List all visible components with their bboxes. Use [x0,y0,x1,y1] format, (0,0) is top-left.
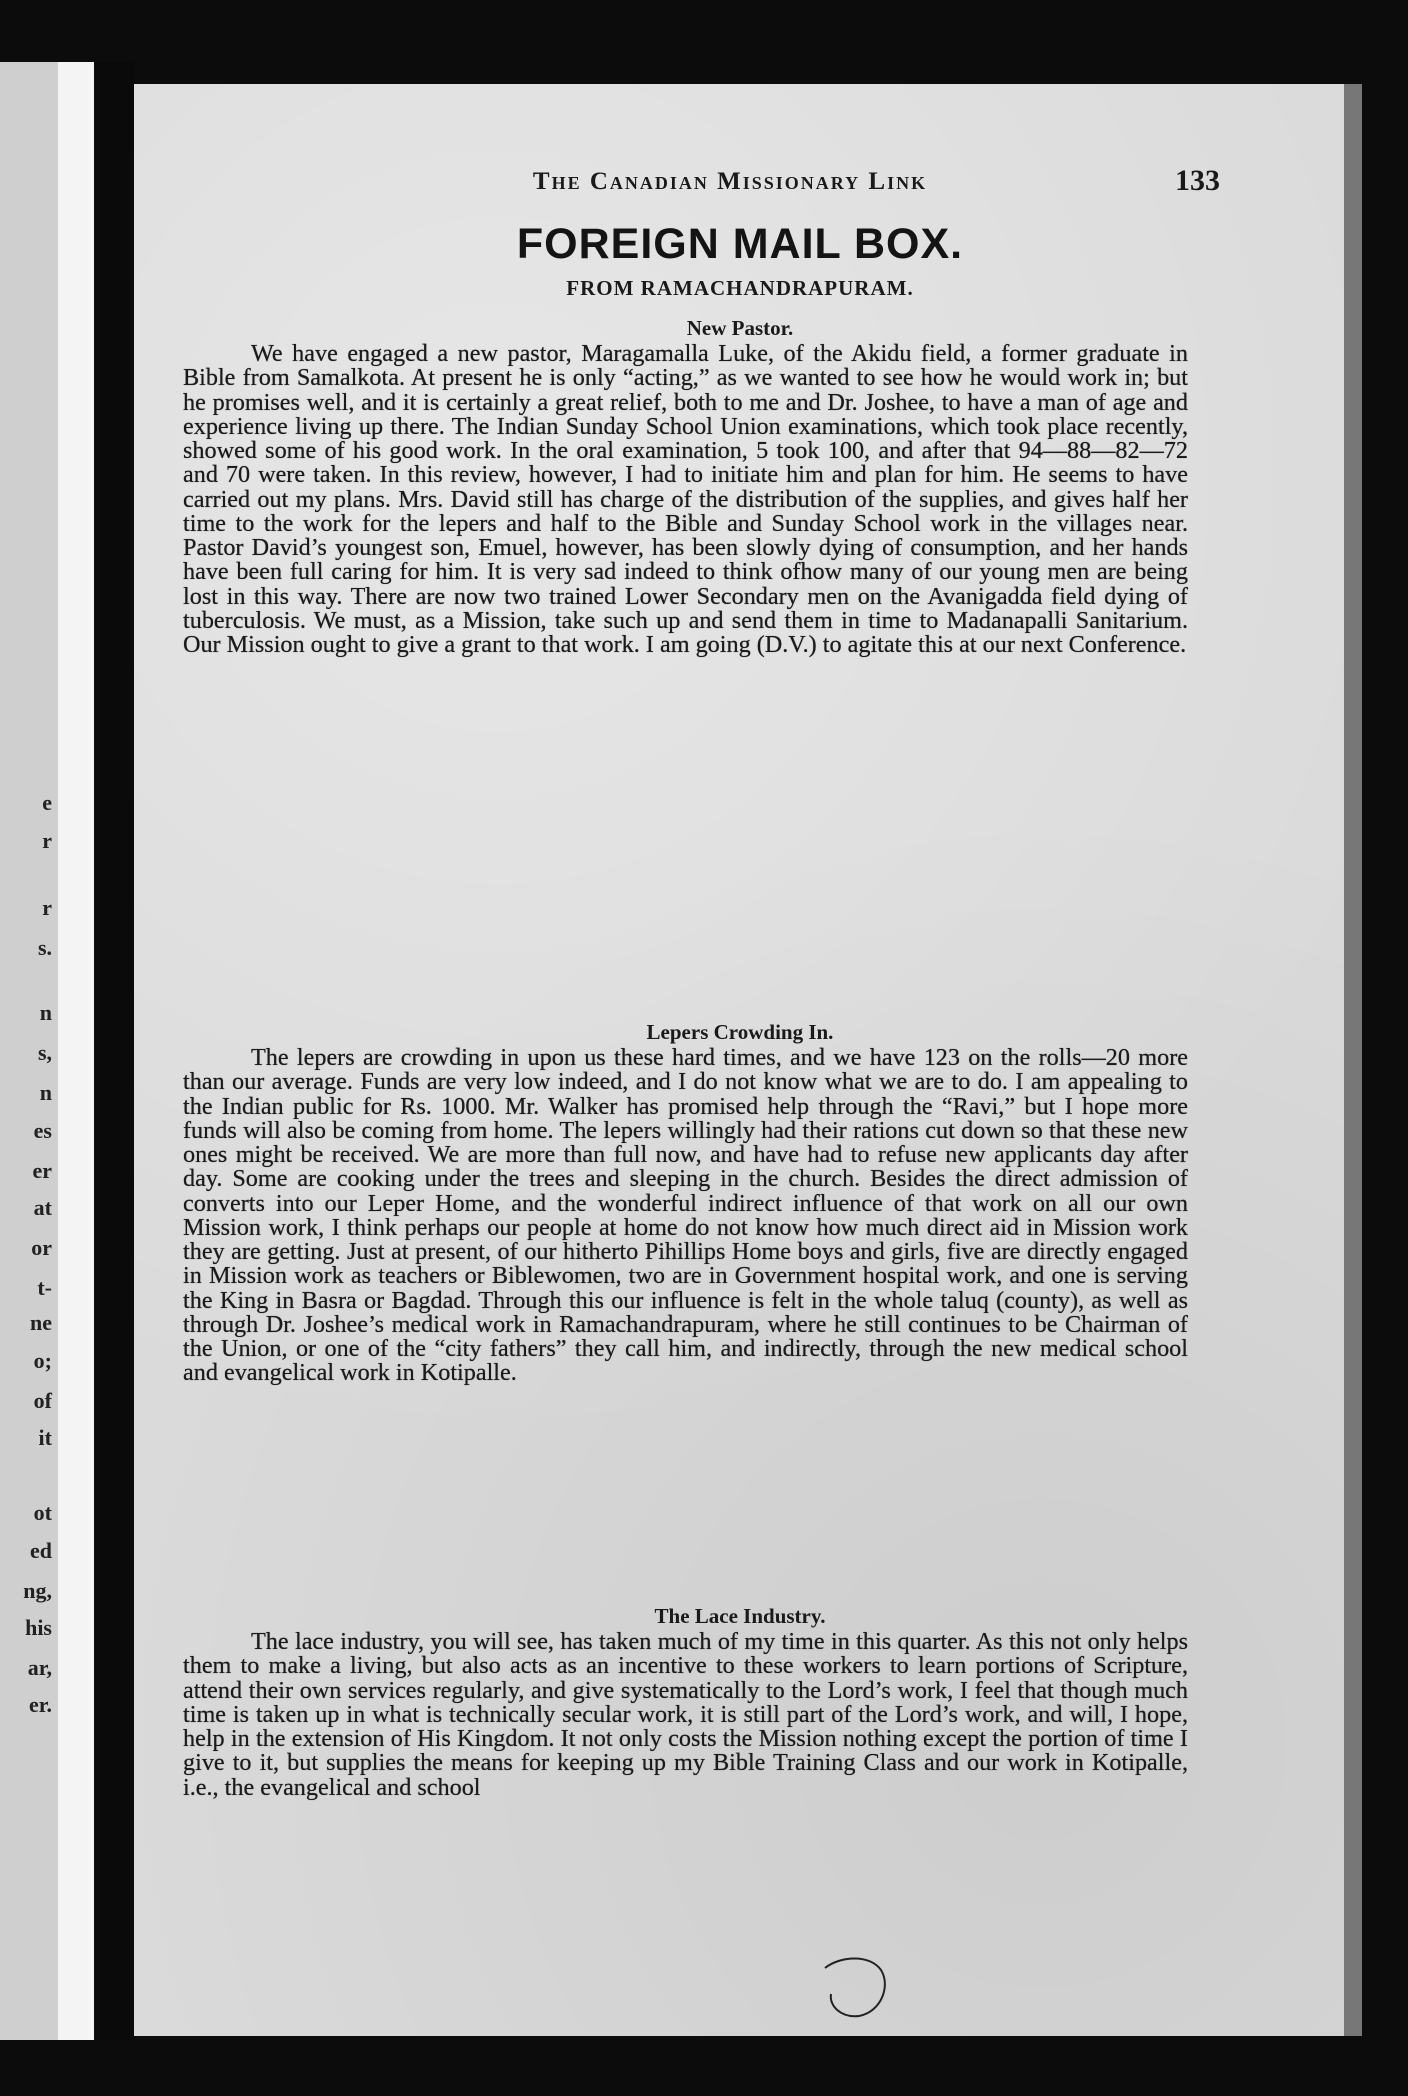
previous-page-fragment: er [32,1158,52,1183]
previous-page-fragment: n [39,1000,52,1025]
previous-page-fragment: ne [30,1310,52,1335]
previous-page-fragment: s. [37,935,52,960]
article-subtitle: FROM RAMACHANDRAPURAM. [566,276,914,300]
previous-page-fragment: t- [37,1275,52,1300]
section-heading-lace-industry: The Lace Industry. [654,1604,826,1628]
previous-page-fragment: es [33,1118,52,1143]
previous-page-fragment: r [42,895,52,920]
previous-page-fragment: e [42,790,52,815]
previous-page-fragment: ng, [23,1578,52,1603]
section-heading-new-pastor: New Pastor. [686,316,794,340]
previous-page-fragment: it [38,1425,52,1450]
previous-page-fragment: r [42,828,52,853]
previous-page-fragment: s, [37,1040,52,1065]
section-body-new-pastor: We have engaged a new pastor, Maragamalla Luke, of the Akidu field, a former graduate in Bible from Samalkota. At present he is only “acting,” as we wanted to see how he would work in; but he promises well, and it is certainly a great relief, both to me and Dr. Joshee, to have a man of age and experience living up there. The Indian Sunday School Union examinations, which took place recently, showed some of his good work. In the oral examination, 5 took 100, and after that 94—88—82—72 and 70 were taken. In this review, however, I had to initiate him and plan for him. He seems to have carried out my plans. Mrs. David still has charge of the distribution of the supplies, and gives half her time to the work for the lepers and half to the Bible and Sunday School work in the villages near. Pastor David’s youngest son, Emuel, however, has been slowly dying of consumption, and her hands have been full caring for him. It is very sad indeed to think ofhow many of our young men are being lost in this way. There are now two trained Lower Secondary men on the Avanigadda field dying of tuberculosis. We must, as a Mission, take such up and send them in time to Madanapalli Sanitarium. Our Mission ought to give a grant to that work. I am going (D.V.) to agitate this at our next Conference. [183,340,1188,658]
page-number: 133 [1175,164,1220,197]
book-spine-shadow [94,62,134,2040]
section-body-lepers: The lepers are crowding in upon us these hard times, and we have 123 on the rolls—20 more than our average. Funds are very low indeed, and I do not know what we are to do. I am appealing to the Indian public for Rs. 1000. Mr. Walker has promised help through the “Ravi,” but I hope more funds will also be coming from home. The lepers willingly had their rations cut down so that these new ones might be received. We are more than full now, and have had to refuse new applicants day after day. Some are cooking under the trees and sleeping in the church. Besides the direct admission of converts into our Leper Home, and the wonderful indirect influence of that work on all our own Mission work, I think perhaps our people at home do not know how much direct aid in Mission work they are getting. Just at present, of our hitherto Pihillips Home boys and girls, five are directly engaged in Mission work as teachers or Biblewomen, two are in Government hospital work, and one is serving the King in Basra or Bagdad. Through this our influence is felt in the whole taluq (county), as well as through Dr. Joshee’s medical work in Ramachandrapuram, where he still continues to be Chairman of the Union, or one of the “city fathers” they call him, and indirectly, through the new medical school and evangelical work in Kotipalle. [183,1044,1188,1387]
section-body-lace-industry: The lace industry, you will see, has taken much of my time in this quarter. As this not only helps them to make a living, but also acts as an incentive to these workers to learn portions of Scripture, attend their own services regularly, and give systematically to the Lord’s work, I feel that though much time is taken up in what is technically secular work, it is still part of the Lord’s work, and will, I hope, help in the extension of His Kingdom. It not only costs the Mission nothing except the portion of time I give to it, but supplies the means for keeping up my Bible Training Class and our work in Kotipalle, i.e., the evangelical and school [183,1628,1188,1801]
running-head: The Canadian Missionary Link [532,168,928,195]
section-heading-lepers: Lepers Crowding In. [646,1020,834,1044]
previous-page-fragment: ot [33,1500,52,1525]
previous-page-fragment: ar, [27,1655,52,1680]
previous-page-fragment: er. [28,1692,52,1717]
previous-page-fragment: of [33,1388,52,1413]
previous-page-fragment: ed [30,1538,52,1563]
previous-page-fragment: his [25,1615,52,1640]
previous-page-fragment: at [33,1195,52,1220]
previous-page-fragment: n [39,1080,52,1105]
page-gutter [58,62,94,2040]
previous-page-fragment: or [31,1235,52,1260]
article-title: FOREIGN MAIL BOX. [516,220,964,268]
previous-page-strip [0,62,58,2040]
page-edge [1344,84,1362,2036]
pencil-mark [815,1950,895,2030]
previous-page-fragment: o; [33,1348,52,1373]
